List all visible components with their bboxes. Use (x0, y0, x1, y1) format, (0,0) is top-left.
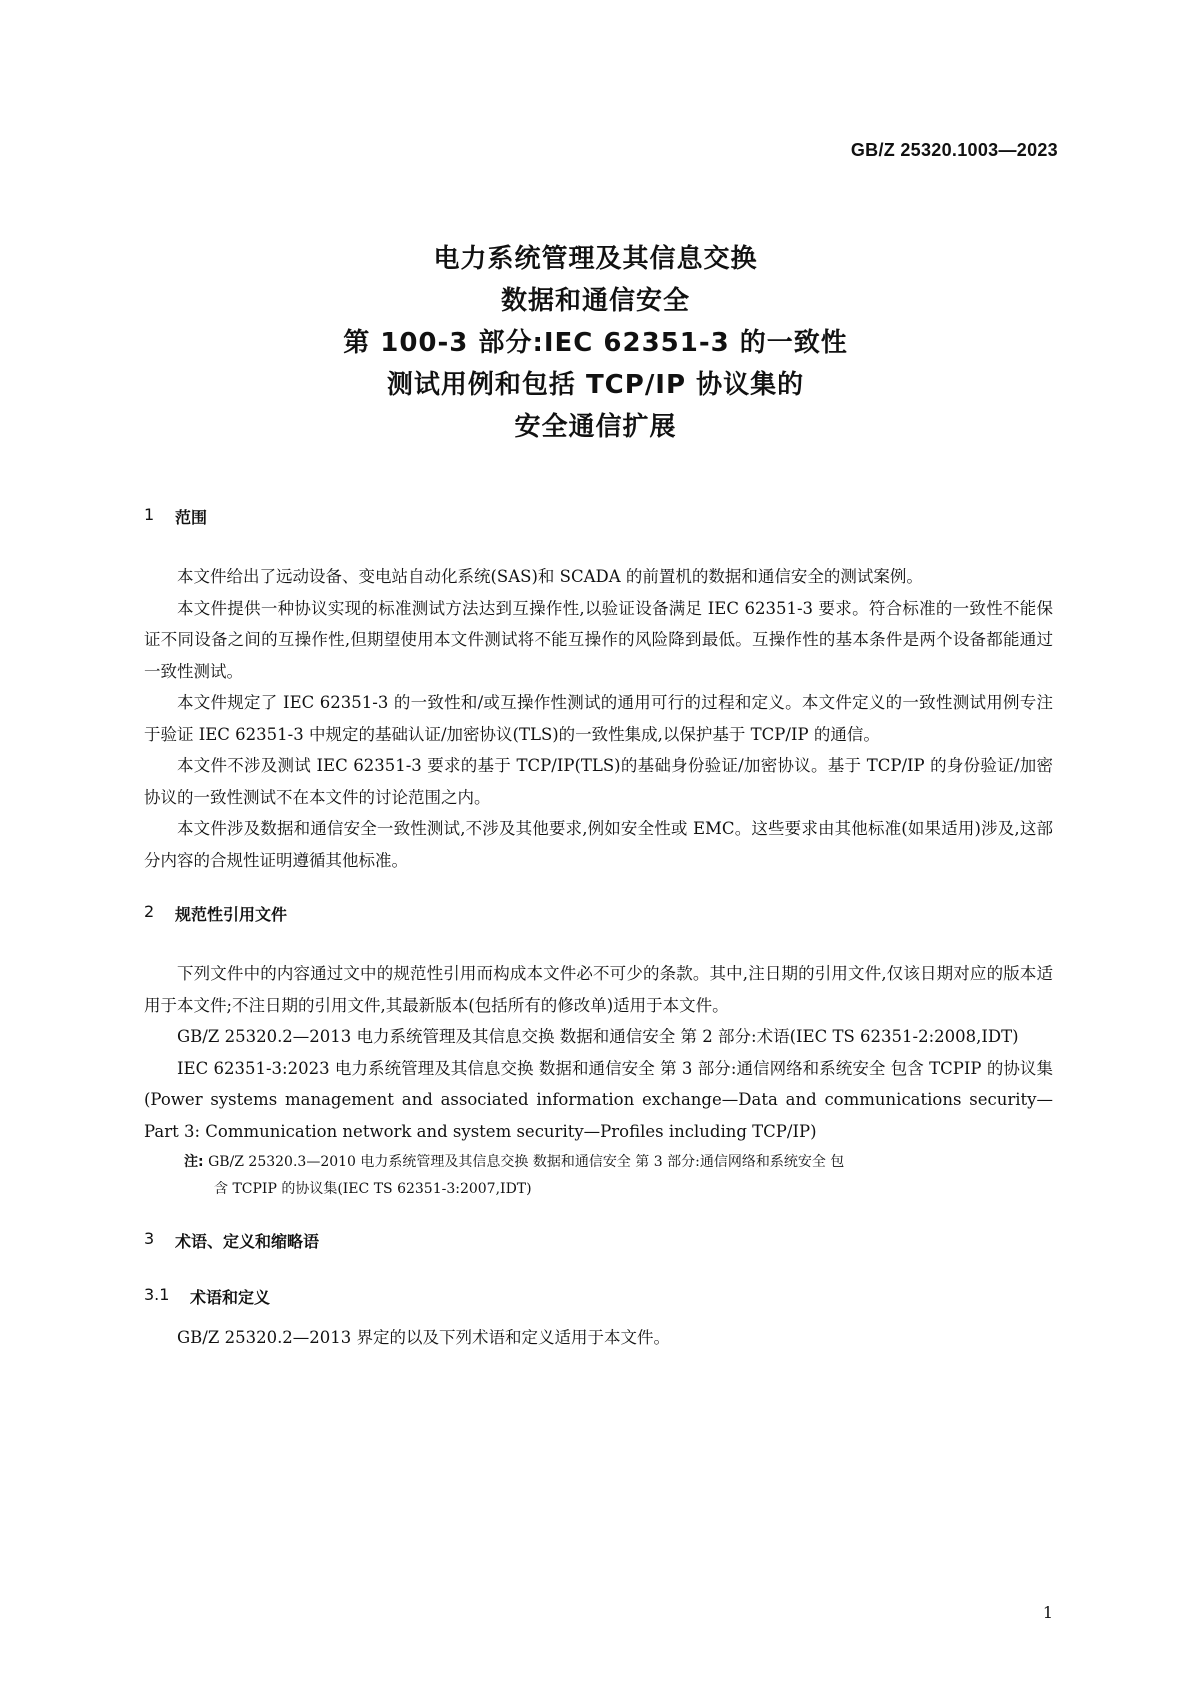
document-body (144, 505, 1053, 1354)
section-number: 1 (144, 505, 155, 524)
section-title: 规范性引用文件 (175, 905, 288, 924)
section-3-heading (144, 1229, 1053, 1252)
section-number: 2 (144, 902, 155, 921)
title-line-3: 第 100-3 部分:IEC 62351-3 的一致性 (343, 328, 848, 358)
section-1-heading (144, 505, 1053, 528)
reference-entry: IEC 62351-3:2023 电力系统管理及其信息交换 数据和通信安全 第 3 部分:通信网络和系统安全 包含 TCPIP 的协议集(Power systems management and associated information exchange—Data and communications security—Part 3: Communication network and system security—Profiles including TCP/IP) (144, 1058, 1053, 1141)
page-number: 1 (1042, 1603, 1053, 1622)
paragraph: 本文件规定了 IEC 62351-3 的一致性和/或互操作性测试的通用可行的过程和定义。本文件定义的一致性测试用例专注于验证 IEC 62351-3 中规定的基础认证/加密协议(TLS)的一致性集成,以保护基于 TCP/IP 的通信。 (144, 693, 1053, 744)
note-text: GB/Z 25320.3—2010 电力系统管理及其信息交换 数据和通信安全 第 3 部分:通信网络和系统安全 包 (208, 1154, 845, 1170)
section-title: 范围 (175, 508, 208, 527)
section-number: 3 (144, 1229, 155, 1248)
title-line-2: 数据和通信安全 (500, 286, 690, 316)
reference-entry: GB/Z 25320.2—2013 电力系统管理及其信息交换 数据和通信安全 第 2 部分:术语(IEC TS 62351-2:2008,IDT) (177, 1027, 1019, 1046)
paragraph: 下列文件中的内容通过文中的规范性引用而构成本文件必不可少的条款。其中,注日期的引用文件,仅该日期对应的版本适用于本文件;不注日期的引用文件,其最新版本(包括所有的修改单)适用于本文件。 (144, 964, 1053, 1015)
section-2-heading (144, 902, 1053, 925)
subsection-title: 术语和定义 (190, 1288, 271, 1307)
subsection-number: 3.1 (144, 1285, 170, 1304)
note-label: 注: (184, 1154, 204, 1170)
title-line-5: 安全通信扩展 (514, 412, 677, 442)
subsection-3-1-heading (144, 1285, 1053, 1308)
paragraph: 本文件涉及数据和通信安全一致性测试,不涉及其他要求,例如安全性或 EMC。这些要求由其他标准(如果适用)涉及,这部分内容的合规性证明遵循其他标准。 (144, 819, 1053, 870)
paragraph: 本文件不涉及测试 IEC 62351-3 要求的基于 TCP/IP(TLS)的基础身份验证/加密协议。基于 TCP/IP 的身份验证/加密协议的一致性测试不在本文件的讨论范围之内。 (144, 756, 1053, 807)
document-title (0, 238, 1191, 448)
note (144, 1149, 1053, 1203)
title-line-1: 电力系统管理及其信息交换 (433, 244, 758, 274)
title-line-4: 测试用例和包括 TCP/IP 协议集的 (386, 370, 805, 400)
paragraph: 本文件给出了远动设备、变电站自动化系统(SAS)和 SCADA 的前置机的数据和通信安全的测试案例。 (177, 567, 923, 586)
note-text-continued: 含 TCPIP 的协议集(IEC TS 62351-3:2007,IDT) (214, 1181, 532, 1197)
paragraph: 本文件提供一种协议实现的标准测试方法达到互操作性,以验证设备满足 IEC 62351-3 要求。符合标准的一致性不能保证不同设备之间的互操作性,但期望使用本文件测试将不能互操作的风险降到最低。互操作性的基本条件是两个设备都能通过一致性测试。 (144, 598, 1053, 681)
section-title: 术语、定义和缩略语 (175, 1232, 320, 1251)
paragraph: GB/Z 25320.2—2013 界定的以及下列术语和定义适用于本文件。 (177, 1328, 671, 1347)
standard-number: GB/Z 25320.1003—2023 (850, 140, 1058, 160)
